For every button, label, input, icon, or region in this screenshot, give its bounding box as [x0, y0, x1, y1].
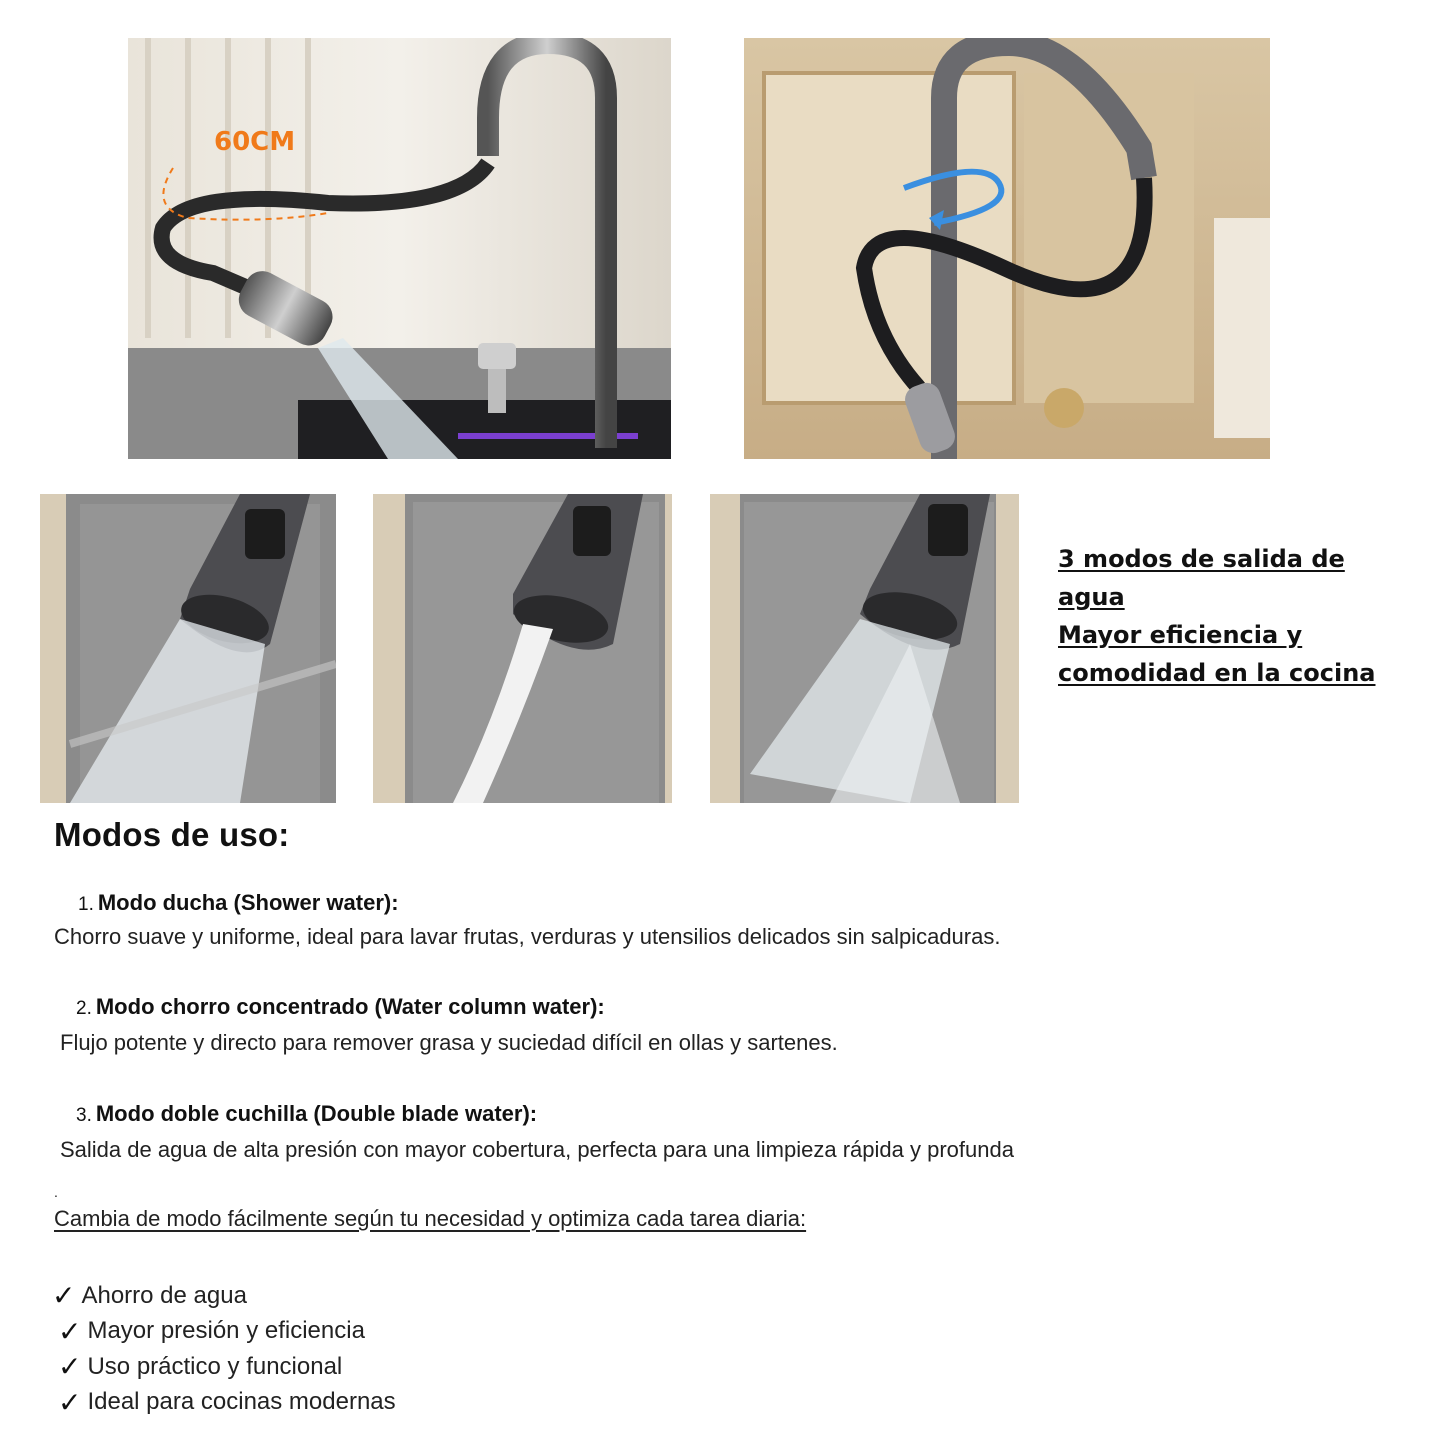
check-icon: ✓	[52, 1280, 76, 1312]
mode-1-name: Modo ducha (Shower water):	[97, 890, 399, 915]
tagline: Cambia de modo fácilmente según tu necesidad y optimiza cada tarea diaria:	[54, 1206, 807, 1231]
check-icon: ✓	[58, 1315, 82, 1347]
stray-dot: .	[54, 1184, 58, 1200]
benefit-label: Uso práctico y funcional	[87, 1352, 343, 1380]
hose-length-label: 60CM	[214, 127, 296, 157]
mode-3-number: 3.	[76, 1105, 92, 1126]
note-line-2: agua	[1058, 583, 1125, 611]
check-icon: ✓	[58, 1386, 82, 1418]
faucet-swivel-photo	[744, 38, 1270, 459]
note-line-3: Mayor eficiencia y	[1058, 621, 1303, 649]
mode-2-number: 2.	[76, 998, 92, 1019]
mode-1-number: 1.	[78, 894, 94, 915]
shower-mode-photo	[40, 494, 336, 803]
mode-3-description: Salida de agua de alta presión con mayor cobertura, perfecta para una limpieza rápida y profunda	[60, 1137, 1014, 1162]
benefit-item	[52, 1385, 396, 1421]
check-icon: ✓	[58, 1351, 82, 1383]
note-line-1: 3 modos de salida de	[1058, 545, 1345, 573]
water-modes-note	[1058, 540, 1398, 692]
mode-3-heading	[76, 1101, 537, 1127]
benefits-list	[52, 1278, 396, 1420]
benefit-item	[52, 1278, 396, 1314]
mode-2-description: Flujo potente y directo para remover grasa y suciedad difícil en ollas y sartenes.	[60, 1030, 838, 1055]
mode-2-name: Modo chorro concentrado (Water column water):	[95, 994, 605, 1019]
faucet-hose-photo	[128, 38, 671, 459]
benefit-label: Ahorro de agua	[81, 1281, 247, 1309]
mode-1-heading	[78, 890, 399, 916]
benefit-label: Ideal para cocinas modernas	[87, 1388, 396, 1416]
note-line-4: comodidad en la cocina	[1058, 659, 1376, 687]
benefit-item	[52, 1349, 396, 1385]
usage-title: Modos de uso:	[54, 816, 290, 853]
column-mode-photo	[373, 494, 672, 803]
mode-3-name: Modo doble cuchilla (Double blade water):	[95, 1101, 538, 1126]
double-blade-mode-photo	[710, 494, 1019, 803]
mode-2-heading	[76, 994, 605, 1020]
benefit-label: Mayor presión y eficiencia	[87, 1317, 365, 1345]
benefit-item	[52, 1314, 396, 1350]
mode-1-description: Chorro suave y uniforme, ideal para lavar frutas, verduras y utensilios delicados sin salpicaduras.	[54, 924, 1001, 949]
